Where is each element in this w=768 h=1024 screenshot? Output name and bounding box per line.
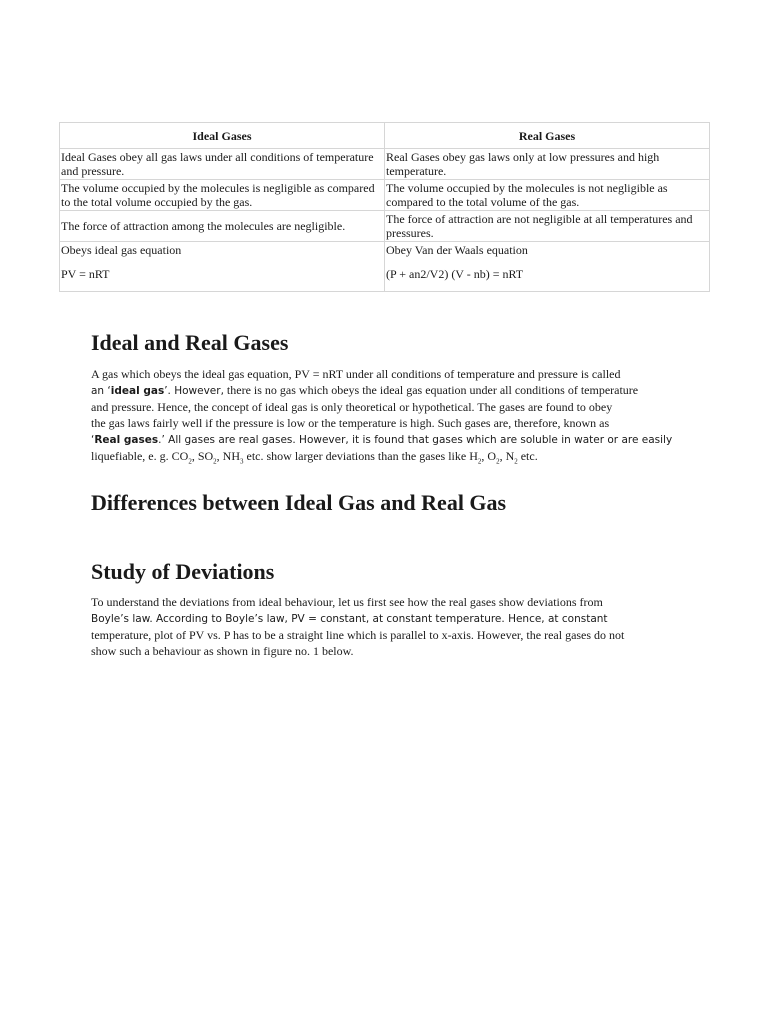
table-cell: The force of attraction among the molecules are negligible.	[60, 211, 385, 242]
subscript: 2	[496, 457, 500, 466]
text-span: an ‘	[91, 385, 111, 397]
heading-differences: Differences between Ideal Gas and Real Gas	[91, 490, 507, 515]
subscript: 2	[514, 457, 518, 466]
text-span: , N	[499, 449, 515, 463]
text-line: Boyle’s law. According to Boyle’s law, PV = constant, at constant temperature. Hence, at constant	[91, 613, 608, 625]
text-span: , SO	[191, 449, 214, 463]
header-real-gases: Real Gases	[385, 123, 710, 149]
table-cell	[385, 242, 710, 292]
text-span: .’ All gases are real gases. However, it is found that gases which are soluble in water or are easily	[158, 434, 673, 446]
text-span: ‘	[91, 434, 95, 446]
table-cell: Real Gases obey gas laws only at low pressures and high temperature.	[385, 149, 710, 180]
text-span: , O	[481, 449, 497, 463]
table-row	[60, 211, 710, 242]
subscript: 2	[477, 457, 482, 466]
text-line: A gas which obeys the ideal gas equation, PV = nRT under all conditions of temperature and pressure is called	[91, 367, 621, 381]
text-line: show such a behaviour as shown in figure no. 1 below.	[91, 644, 354, 658]
table-header-row	[60, 123, 710, 149]
text-line: the gas laws fairly well if the pressure is low or the temperature is high. Such gases are, therefore, known as	[91, 416, 610, 430]
subscript: 2	[188, 457, 192, 466]
table-row	[60, 180, 710, 211]
table-cell: The force of attraction are not negligible at all temperatures and pressures.	[385, 211, 710, 242]
table-cell	[60, 242, 385, 292]
text-line: To understand the deviations from ideal behaviour, let us first see how the real gases show deviations from	[91, 595, 603, 609]
text-line: and pressure. Hence, the concept of ideal gas is only theoretical or hypothetical. The gases are found to obey	[91, 400, 613, 414]
text-span: etc.	[517, 449, 538, 463]
text-span: liquefiable, e. g. CO	[91, 449, 189, 463]
term-ideal-gas: ideal gas	[110, 385, 165, 397]
van-der-waals-equation: (P + an2/V2) (V - nb) = nRT	[386, 267, 524, 281]
text-span: etc. show larger deviations than the gases like H	[243, 449, 478, 463]
heading-ideal-and-real-gases: Ideal and Real Gases	[91, 330, 289, 355]
text-span: , NH	[216, 449, 240, 463]
table-cell: The volume occupied by the molecules is negligible as compared to the total volume occupied by the gas.	[60, 180, 385, 211]
subscript: 3	[240, 457, 244, 466]
heading-study-of-deviations: Study of Deviations	[91, 559, 275, 584]
comparison-table	[59, 122, 710, 292]
table-row	[60, 242, 710, 292]
table-cell: The volume occupied by the molecules is not negligible as compared to the total volume of the gas.	[385, 180, 710, 211]
subscript: 2	[213, 457, 217, 466]
ideal-gas-equation: PV = nRT	[61, 267, 110, 281]
equation-label: Obeys ideal gas equation	[61, 243, 182, 257]
text-span: ’. However,	[164, 385, 224, 397]
paragraph-ideal-real	[91, 366, 681, 469]
table-row	[60, 149, 710, 180]
header-ideal-gases: Ideal Gases	[60, 123, 385, 149]
term-real-gases: Real gases	[94, 434, 159, 446]
text-line: temperature, plot of PV vs. P has to be a straight line which is parallel to x-axis. However, the real gases do not	[91, 628, 625, 642]
equation-label: Obey Van der Waals equation	[386, 243, 528, 257]
table-cell: Ideal Gases obey all gas laws under all conditions of temperature and pressure.	[60, 149, 385, 180]
paragraph-deviations	[91, 594, 681, 659]
text-span: there is no gas which obeys the ideal gas equation under all conditions of temperature	[223, 383, 639, 397]
